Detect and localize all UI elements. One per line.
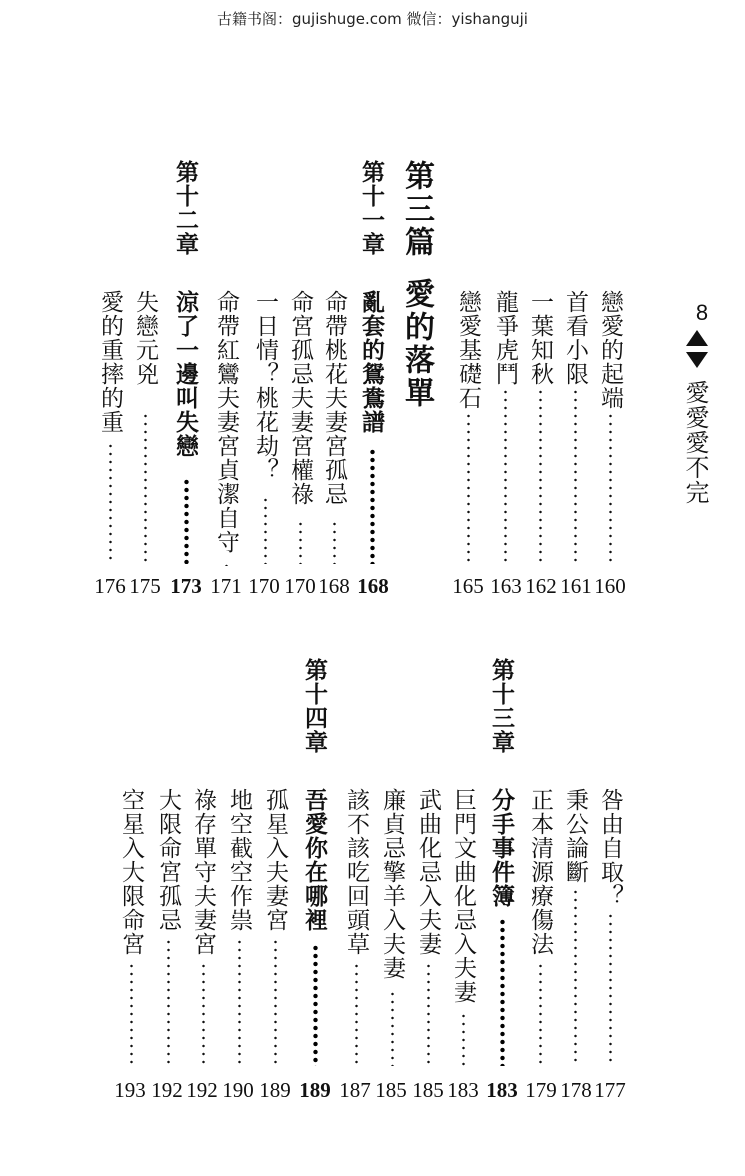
chapter-11-page: 168 [357,574,389,598]
toc-entry-page: 176 [94,574,126,598]
toc-entry-page: 162 [525,574,557,598]
triangle-up-icon [686,330,708,346]
leader-dots [427,962,430,1066]
leader-dots [202,962,205,1066]
toc-entry-title: 大限命宮孤忌 [155,788,181,932]
toc-entry-page: 193 [114,1078,146,1102]
chapter-13-page: 183 [486,1078,518,1102]
leader-dots [574,388,577,564]
toc-entry-page: 183 [447,1078,479,1102]
leader-dots [462,1012,465,1066]
toc-entry-page: 185 [412,1078,444,1102]
leader-dots [167,938,170,1066]
toc-entry-title: 失戀元兇 [132,290,158,386]
toc-entry-page: 178 [560,1078,592,1102]
toc-entry-title: 一葉知秋 [527,290,553,386]
chapter-14-title: 吾愛你在哪裡 [301,788,328,932]
leader-dots [109,442,112,564]
toc-entry-page: 192 [186,1078,218,1102]
chapter-12-title: 涼了一邊叫失戀 [172,290,199,458]
toc-entry-title: 空星入大限命宮 [118,788,144,956]
toc-entry-page: 168 [318,574,350,598]
toc-entry-title: 戀愛的起端 [597,290,623,410]
leader-dots [264,496,267,564]
leader-dots [144,412,147,564]
toc-entry-page: 189 [259,1078,291,1102]
toc-entry-title: 龍爭虎鬥 [492,290,518,386]
leader-dots [238,938,241,1066]
toc-entry-page: 170 [248,574,280,598]
chapter-12-page: 173 [170,574,202,598]
leader-dots [504,388,507,564]
leader-dots [130,962,133,1066]
leader-dots [333,520,336,564]
toc-entry-page: 160 [594,574,626,598]
chapter-14-page: 189 [299,1078,331,1102]
toc-entry-title: 命宮孤忌夫妻宮權祿 [287,290,313,506]
leader-dots [225,562,228,566]
leader-dots [355,962,358,1066]
toc-entry-title: 廉貞忌擎羊入夫妻 [379,788,405,980]
part-label: 第三篇 [399,160,434,259]
toc-entry-title: 該不該吃回頭草 [343,788,369,956]
book-title: 愛愛愛不完 [681,380,709,505]
leader-dots [313,944,318,1066]
toc-entry-page: 165 [452,574,484,598]
toc-entry-title: 武曲化忌入夫妻 [415,788,441,956]
toc-entry-page: 170 [284,574,316,598]
toc-entry-page: 171 [210,574,242,598]
toc-entry-title: 正本清源療傷法 [527,788,553,956]
watermark-header: 古籍书阁：gujishuge.com 微信：yishanguji [217,10,528,28]
leader-dots [500,918,505,1066]
leader-dots [609,412,612,564]
leader-dots [370,448,375,564]
chapter-11-title: 亂套的鴛鴦譜 [358,290,385,434]
toc-entry-page: 192 [151,1078,183,1102]
leader-dots [539,388,542,564]
toc-entry-title: 首看小限 [562,290,588,386]
toc-entry-title: 祿存單守夫妻宮 [190,788,216,956]
toc-entry-title: 地空截空作祟 [226,788,252,932]
leader-dots [609,912,612,1066]
toc-entry-page: 177 [594,1078,626,1102]
triangle-down-icon [686,352,708,368]
toc-entry-page: 190 [222,1078,254,1102]
chapter-13-label: 第十三章 [488,658,515,754]
leader-dots [467,412,470,564]
leader-dots [391,990,394,1066]
toc-entry-page: 187 [339,1078,371,1102]
leader-dots [274,938,277,1066]
toc-entry-page: 179 [525,1078,557,1102]
toc-entry-page: 175 [129,574,161,598]
toc-entry-title: 巨門文曲化忌入夫妻 [450,788,476,1004]
leader-dots [539,962,542,1066]
chapter-11-label: 第十一章 [358,160,385,256]
toc-entry-title: 一日情？桃花劫？ [252,290,278,482]
leader-dots [299,520,302,564]
toc-entry-title: 戀愛基礎石 [455,290,481,410]
leader-dots [574,888,577,1066]
page-number: 8 [695,300,709,325]
chapter-14-label: 第十四章 [301,658,328,754]
toc-entry-page: 161 [560,574,592,598]
part-title: 愛的落單 [399,278,434,410]
toc-entry-title: 孤星入夫妻宮 [262,788,288,932]
toc-entry-title: 咎由自取？ [597,788,623,908]
toc-entry-title: 愛的重摔的重 [97,290,123,434]
toc-entry-title: 命帶桃花夫妻宮孤忌 [321,290,347,506]
chapter-12-label: 第十二章 [172,160,199,256]
leader-dots [184,478,189,564]
chapter-13-title: 分手事件簿 [488,788,515,908]
toc-entry-page: 185 [375,1078,407,1102]
toc-entry-title: 命帶紅鸞夫妻宮貞潔自守 [213,290,239,554]
toc-entry-title: 秉公論斷 [562,788,588,884]
toc-entry-page: 163 [490,574,522,598]
